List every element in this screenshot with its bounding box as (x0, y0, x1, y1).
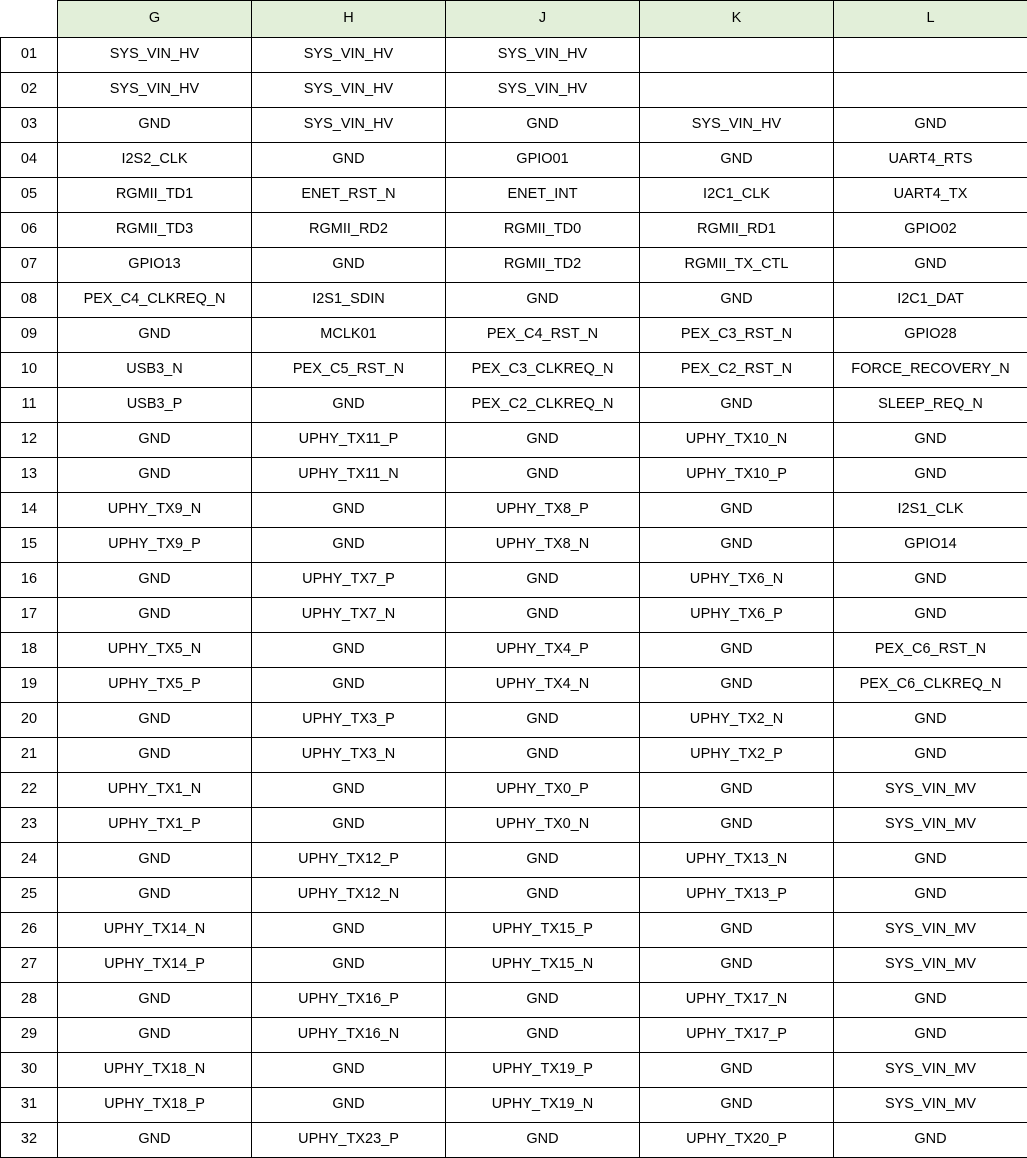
pin-cell: SYS_VIN_MV (834, 808, 1027, 843)
pin-cell: UPHY_TX15_N (446, 948, 640, 983)
pin-cell: GND (640, 388, 834, 423)
pin-cell: RGMII_TX_CTL (640, 248, 834, 283)
pin-cell: UPHY_TX14_N (58, 913, 252, 948)
table-row (1, 948, 1027, 983)
pin-cell: GND (640, 143, 834, 178)
pin-cell: GND (446, 1018, 640, 1053)
pin-cell: UPHY_TX4_P (446, 633, 640, 668)
pin-cell: GND (834, 983, 1027, 1018)
table-row (1, 458, 1027, 493)
pin-cell: UPHY_TX11_N (252, 458, 446, 493)
pin-cell: ENET_INT (446, 178, 640, 213)
pin-cell: UPHY_TX0_P (446, 773, 640, 808)
row-index: 29 (1, 1018, 58, 1053)
table-row (1, 248, 1027, 283)
pin-cell: SYS_VIN_MV (834, 913, 1027, 948)
pin-cell: UPHY_TX17_P (640, 1018, 834, 1053)
pin-cell: UPHY_TX20_P (640, 1123, 834, 1158)
header-row (1, 1, 1027, 38)
pin-cell: SYS_VIN_MV (834, 1053, 1027, 1088)
pin-cell: GND (252, 668, 446, 703)
pin-cell: GND (58, 598, 252, 633)
table-row (1, 38, 1027, 73)
pin-cell: GND (446, 738, 640, 773)
pin-cell: GND (640, 1088, 834, 1123)
pin-cell: SYS_VIN_HV (252, 73, 446, 108)
row-index: 32 (1, 1123, 58, 1158)
pin-cell: SYS_VIN_MV (834, 773, 1027, 808)
table-row (1, 843, 1027, 878)
pin-cell: UPHY_TX3_P (252, 703, 446, 738)
pin-cell: GND (58, 458, 252, 493)
pin-cell: GPIO28 (834, 318, 1027, 353)
row-index: 11 (1, 388, 58, 423)
pin-cell: SYS_VIN_MV (834, 948, 1027, 983)
pin-cell: GPIO14 (834, 528, 1027, 563)
pin-cell: UPHY_TX7_P (252, 563, 446, 598)
pin-cell: GND (640, 528, 834, 563)
pin-cell: GND (252, 388, 446, 423)
pin-cell: RGMII_RD2 (252, 213, 446, 248)
pin-cell: GND (252, 633, 446, 668)
pin-cell: GND (446, 983, 640, 1018)
row-index: 02 (1, 73, 58, 108)
table-row (1, 913, 1027, 948)
table-row (1, 563, 1027, 598)
pin-cell (640, 38, 834, 73)
table-body (1, 38, 1027, 1158)
pin-cell: UART4_TX (834, 178, 1027, 213)
pin-cell: UPHY_TX2_P (640, 738, 834, 773)
corner-cell (1, 1, 58, 38)
row-index: 01 (1, 38, 58, 73)
table-row (1, 73, 1027, 108)
row-index: 14 (1, 493, 58, 528)
pin-cell: GND (446, 108, 640, 143)
row-index: 09 (1, 318, 58, 353)
pin-cell: UART4_RTS (834, 143, 1027, 178)
pin-cell: I2C1_CLK (640, 178, 834, 213)
row-index: 16 (1, 563, 58, 598)
table-row (1, 598, 1027, 633)
pin-cell: GND (446, 1123, 640, 1158)
pin-cell: UPHY_TX8_N (446, 528, 640, 563)
column-header-k: K (640, 1, 834, 38)
pin-cell: UPHY_TX19_P (446, 1053, 640, 1088)
pin-cell: GND (58, 738, 252, 773)
row-index: 25 (1, 878, 58, 913)
pin-cell: GND (640, 668, 834, 703)
row-index: 24 (1, 843, 58, 878)
table-row (1, 388, 1027, 423)
pin-cell: GND (446, 563, 640, 598)
table-row (1, 213, 1027, 248)
row-index: 27 (1, 948, 58, 983)
row-index: 18 (1, 633, 58, 668)
pin-cell: UPHY_TX10_N (640, 423, 834, 458)
pin-cell: UPHY_TX17_N (640, 983, 834, 1018)
row-index: 08 (1, 283, 58, 318)
pin-cell: GND (446, 878, 640, 913)
table-row (1, 143, 1027, 178)
pin-cell (640, 73, 834, 108)
column-header-g: G (58, 1, 252, 38)
table-row (1, 773, 1027, 808)
pin-cell: SYS_VIN_HV (58, 73, 252, 108)
pin-cell: GND (834, 248, 1027, 283)
pin-cell: UPHY_TX11_P (252, 423, 446, 458)
pin-cell: PEX_C6_RST_N (834, 633, 1027, 668)
pin-cell: UPHY_TX5_P (58, 668, 252, 703)
pin-cell: UPHY_TX8_P (446, 493, 640, 528)
pin-cell: GND (834, 738, 1027, 773)
table-row (1, 318, 1027, 353)
pin-cell: UPHY_TX15_P (446, 913, 640, 948)
row-index: 23 (1, 808, 58, 843)
pin-cell (834, 73, 1027, 108)
pin-cell: UPHY_TX7_N (252, 598, 446, 633)
pin-cell: GPIO01 (446, 143, 640, 178)
pin-cell: RGMII_TD3 (58, 213, 252, 248)
row-index: 26 (1, 913, 58, 948)
pin-cell: GND (252, 528, 446, 563)
pin-cell: FORCE_RECOVERY_N (834, 353, 1027, 388)
pin-cell: I2S1_CLK (834, 493, 1027, 528)
row-index: 03 (1, 108, 58, 143)
row-index: 30 (1, 1053, 58, 1088)
pin-cell: GND (834, 1018, 1027, 1053)
pin-cell: SYS_VIN_MV (834, 1088, 1027, 1123)
pin-cell: PEX_C6_CLKREQ_N (834, 668, 1027, 703)
pin-cell: UPHY_TX4_N (446, 668, 640, 703)
pin-cell: GND (446, 598, 640, 633)
pin-cell: UPHY_TX14_P (58, 948, 252, 983)
pin-cell: PEX_C2_CLKREQ_N (446, 388, 640, 423)
pin-cell: RGMII_RD1 (640, 213, 834, 248)
pin-cell: GND (252, 913, 446, 948)
pin-cell (834, 38, 1027, 73)
table-row (1, 668, 1027, 703)
table-row (1, 108, 1027, 143)
pin-cell: GND (252, 143, 446, 178)
pin-cell: GND (58, 843, 252, 878)
pin-cell: GND (834, 878, 1027, 913)
table-row (1, 283, 1027, 318)
pin-cell: UPHY_TX18_P (58, 1088, 252, 1123)
pin-cell: GND (640, 1053, 834, 1088)
pin-cell: PEX_C3_RST_N (640, 318, 834, 353)
table-row (1, 703, 1027, 738)
pin-cell: GND (252, 1053, 446, 1088)
pin-cell: UPHY_TX13_N (640, 843, 834, 878)
pin-cell: I2C1_DAT (834, 283, 1027, 318)
row-index: 06 (1, 213, 58, 248)
pin-cell: GND (446, 423, 640, 458)
pin-cell: GND (834, 843, 1027, 878)
pin-cell: GND (834, 563, 1027, 598)
pin-cell: RGMII_TD0 (446, 213, 640, 248)
pin-cell: GND (58, 423, 252, 458)
pin-cell: GND (640, 633, 834, 668)
pin-cell: SYS_VIN_HV (252, 108, 446, 143)
pin-cell: UPHY_TX6_P (640, 598, 834, 633)
pin-cell: UPHY_TX18_N (58, 1053, 252, 1088)
table-row (1, 808, 1027, 843)
pin-cell: GND (640, 808, 834, 843)
pin-cell: GND (252, 248, 446, 283)
row-index: 21 (1, 738, 58, 773)
pin-cell: RGMII_TD1 (58, 178, 252, 213)
pin-cell: GND (58, 318, 252, 353)
pin-cell: GPIO13 (58, 248, 252, 283)
pin-cell: GND (640, 493, 834, 528)
pin-cell: UPHY_TX1_P (58, 808, 252, 843)
pin-cell: GND (446, 283, 640, 318)
pin-cell: GND (834, 423, 1027, 458)
table-header (1, 1, 1027, 38)
pin-cell: UPHY_TX6_N (640, 563, 834, 598)
row-index: 31 (1, 1088, 58, 1123)
pin-cell: PEX_C2_RST_N (640, 353, 834, 388)
pin-cell: UPHY_TX5_N (58, 633, 252, 668)
pin-cell: USB3_P (58, 388, 252, 423)
row-index: 17 (1, 598, 58, 633)
table-row (1, 1088, 1027, 1123)
pin-cell: GND (58, 703, 252, 738)
pin-cell: UPHY_TX23_P (252, 1123, 446, 1158)
table-row (1, 423, 1027, 458)
pin-cell: GND (58, 108, 252, 143)
table-row (1, 633, 1027, 668)
row-index: 10 (1, 353, 58, 388)
row-index: 13 (1, 458, 58, 493)
table-row (1, 493, 1027, 528)
pin-cell: GND (58, 878, 252, 913)
pin-cell: SYS_VIN_HV (446, 38, 640, 73)
row-index: 12 (1, 423, 58, 458)
pin-cell: GND (446, 458, 640, 493)
table-row (1, 1018, 1027, 1053)
pin-cell: GND (640, 283, 834, 318)
row-index: 28 (1, 983, 58, 1018)
column-header-h: H (252, 1, 446, 38)
pin-cell: GND (640, 913, 834, 948)
row-index: 04 (1, 143, 58, 178)
pin-cell: GND (252, 773, 446, 808)
pin-cell: UPHY_TX3_N (252, 738, 446, 773)
table-row (1, 983, 1027, 1018)
pin-cell: GND (252, 1088, 446, 1123)
pin-cell: UPHY_TX2_N (640, 703, 834, 738)
pin-cell: UPHY_TX16_P (252, 983, 446, 1018)
pin-cell: UPHY_TX16_N (252, 1018, 446, 1053)
pin-cell: GND (834, 703, 1027, 738)
table-row (1, 1053, 1027, 1088)
pin-cell: PEX_C4_CLKREQ_N (58, 283, 252, 318)
pin-cell: UPHY_TX13_P (640, 878, 834, 913)
pin-cell: I2S1_SDIN (252, 283, 446, 318)
pin-cell: UPHY_TX1_N (58, 773, 252, 808)
table-row (1, 738, 1027, 773)
column-header-l: L (834, 1, 1027, 38)
pin-cell: GND (640, 948, 834, 983)
pin-cell: SYS_VIN_HV (58, 38, 252, 73)
table-row (1, 528, 1027, 563)
pin-cell: GND (58, 1123, 252, 1158)
pin-cell: UPHY_TX0_N (446, 808, 640, 843)
pin-cell: I2S2_CLK (58, 143, 252, 178)
pin-cell: PEX_C4_RST_N (446, 318, 640, 353)
pin-cell: PEX_C3_CLKREQ_N (446, 353, 640, 388)
pin-cell: SYS_VIN_HV (446, 73, 640, 108)
pin-cell: UPHY_TX9_P (58, 528, 252, 563)
pin-cell: UPHY_TX9_N (58, 493, 252, 528)
pin-cell: ENET_RST_N (252, 178, 446, 213)
pin-cell: SYS_VIN_HV (640, 108, 834, 143)
pin-cell: GND (834, 458, 1027, 493)
table-row (1, 878, 1027, 913)
pin-cell: GND (58, 983, 252, 1018)
column-header-j: J (446, 1, 640, 38)
pin-cell: GND (58, 563, 252, 598)
pin-cell: GND (446, 843, 640, 878)
pin-cell: UPHY_TX19_N (446, 1088, 640, 1123)
pin-cell: GND (58, 1018, 252, 1053)
row-index: 22 (1, 773, 58, 808)
table-row (1, 1123, 1027, 1158)
pin-cell: UPHY_TX12_P (252, 843, 446, 878)
pin-cell: UPHY_TX10_P (640, 458, 834, 493)
pin-cell: GND (252, 493, 446, 528)
row-index: 05 (1, 178, 58, 213)
row-index: 15 (1, 528, 58, 563)
pin-cell: RGMII_TD2 (446, 248, 640, 283)
pin-cell: GND (834, 598, 1027, 633)
pin-cell: GPIO02 (834, 213, 1027, 248)
pin-cell: GND (252, 808, 446, 843)
row-index: 20 (1, 703, 58, 738)
pin-cell: SLEEP_REQ_N (834, 388, 1027, 423)
row-index: 19 (1, 668, 58, 703)
pin-cell: USB3_N (58, 353, 252, 388)
pin-cell: MCLK01 (252, 318, 446, 353)
row-index: 07 (1, 248, 58, 283)
pin-cell: GND (834, 1123, 1027, 1158)
pin-cell: GND (252, 948, 446, 983)
pin-cell: GND (834, 108, 1027, 143)
pin-cell: UPHY_TX12_N (252, 878, 446, 913)
pin-cell: GND (446, 703, 640, 738)
pin-cell: GND (640, 773, 834, 808)
pin-cell: PEX_C5_RST_N (252, 353, 446, 388)
pin-cell: SYS_VIN_HV (252, 38, 446, 73)
table-row (1, 353, 1027, 388)
table-row (1, 178, 1027, 213)
